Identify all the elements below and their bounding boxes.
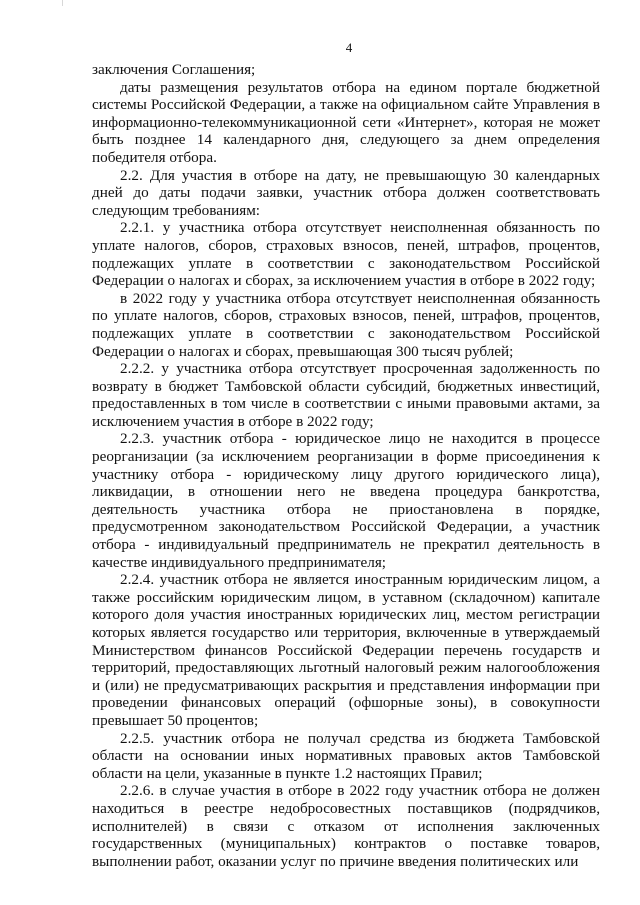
paragraph-clause-2-2-2: 2.2.2. у участника отбора отсутствует просроченная задолженность по возврату в бюджет Тамбовской области субсидий, бюджетных инвестиций, предоставленных в том числе в соответствии с иными правовыми актами, за исключением участия в отборе в 2022 году;	[92, 360, 600, 430]
paragraph-clause-2-2-1-2022: в 2022 году у участника отбора отсутствует неисполненная обязанность по уплате налогов, сборов, страховых взносов, пеней, штрафов, процентов, подлежащих уплате в соответствии с законодательством Российской Федерации о налогах и сборах, превышающая 300 тысяч рублей;	[92, 289, 600, 360]
paragraph-clause-2-2-3: 2.2.3. участник отбора - юридическое лицо не находится в процессе реорганизации (за исключением реорганизации в форме присоединения к участнику отбора - юридическому лицу другого юридического лица), ликвидации, в отношении него не введена процедура банкротства, деятельность участника отбора не приостановлена в порядке, предусмотренном законодательством Российской Федерации, а участник отбора - индивидуальный предприниматель не прекратил деятельность в качестве индивидуального предпринимателя;	[92, 430, 600, 571]
paragraph-clause-2-2-5: 2.2.5. участник отбора не получал средства из бюджета Тамбовской области на основании иных нормативных правовых актов Тамбовской области на цели, указанные в пункте 1.2 настоящих Правил;	[92, 729, 600, 782]
paragraph-clause-2-2-1: 2.2.1. у участника отбора отсутствует неисполненная обязанность по уплате налогов, сборов, страховых взносов, пеней, штрафов, процентов, подлежащих уплате в соответствии с законодательством Российской Федерации о налогах и сборах, за исключением участия в отборе в 2022 году;	[92, 219, 600, 290]
paragraph-clause-2-2-6: 2.2.6. в случае участия в отборе в 2022 году участник отбора не должен находиться в реестре недобросовестных поставщиков (подрядчиков, исполнителей) в связи с отказом от исполнения заключенных государственных (муниципальных) контрактов о поставке товаров, выполнении работ, оказании услуг по причине введения политических или	[92, 782, 600, 870]
document-page	[92, 40, 600, 870]
paragraph-clause-2-2: 2.2. Для участия в отборе на дату, не превышающую 30 календарных дней до даты подачи заявки, участник отбора должен соответствовать следующим требованиям:	[92, 166, 600, 219]
page-number: 4	[345, 40, 353, 55]
scan-edge-mark	[62, 0, 63, 6]
paragraph-results-publication-date: даты размещения результатов отбора на едином портале бюджетной системы Российской Федерации, а также на официальном сайте Управления в информационно-телекоммуникационной сети «Интернет», которая не может быть позднее 14 календарного дня, следующего за днем определения победителя отбора.	[92, 78, 600, 166]
paragraph-agreement-conclusion: заключения Соглашения;	[92, 61, 256, 78]
paragraph-clause-2-2-4: 2.2.4. участник отбора не является иностранным юридическим лицом, а также российским юридическим лицом, в уставном (складочном) капитале которого доля участия иностранных юридических лиц, местом регистрации которых является государство или территория, включенные в утверждаемый Министерством финансов Российской Федерации перечень государств и территорий, предоставляющих льготный налоговый режим налогообложения и (или) не предусматривающих раскрытия и представления информации при проведении финансовых операций (офшорные зоны), в совокупности превышает 50 процентов;	[92, 571, 600, 729]
